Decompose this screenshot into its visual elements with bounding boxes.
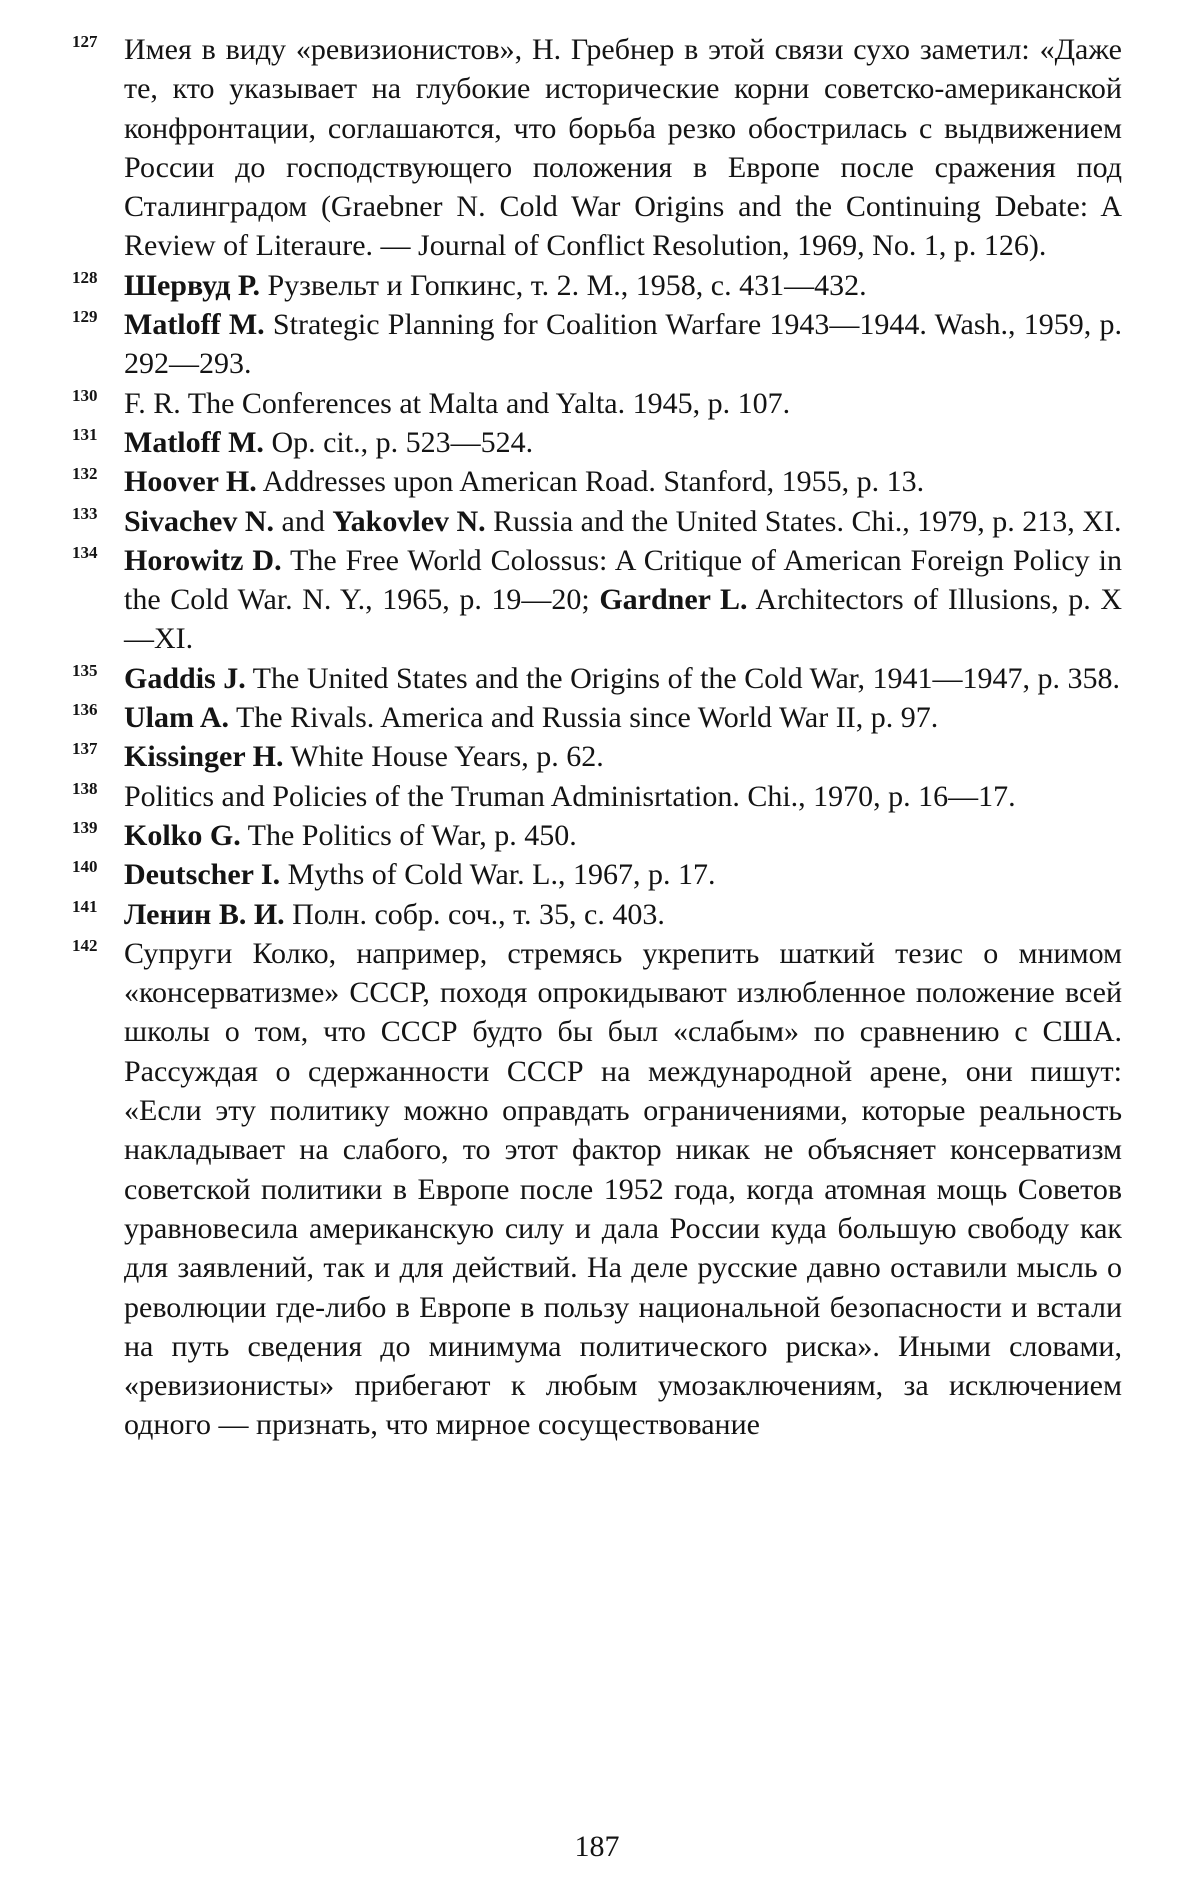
footnote: [72, 30, 1122, 266]
footnote-text: [124, 858, 715, 891]
footnote: [72, 737, 1122, 776]
footnote-text: [124, 269, 867, 302]
citation-text: F. R. The Conferences at Malta and Yalta. 1945, p. 107.: [124, 386, 791, 420]
author-name: Horowitz D.: [124, 543, 282, 577]
footnote-number: 130: [72, 385, 98, 405]
footnote-text: [124, 308, 1122, 380]
citation-text: Architectors of Illusions, p. X—XI.: [124, 583, 1123, 656]
citation-text: Супруги Колко, например, стремясь укрепить шаткий тезис о мнимом «консерватизме» СССР, походя опрокидывают излюбленное положение всей школы о том, что СССР будто бы был «слабым» по сравнению с США. Рассуждая о сдержанности СССР на международной арене, они пишут: «Если эту политику можно оправдать ограничениями, которые реальность накладывает на слабого, то этот фактор никак не объясняет консерватизм советской политики в Европе после 1952 года, когда атомная мощь Советов уравновесила американскую силу и дала России куда большую свободу как для заявлений, так и для действий. На деле русские давно оставили мысль о революции где-либо в Европе в пользу национальной безопасности и встали на путь сведения до минимума политического риска». Иными словами, «ревизионисты» прибегают к любым умозаключениям, за исключением одного — признать, что мирное сосуществование: [124, 936, 1122, 1442]
citation-text: Politics and Policies of the Truman Adminisrtation. Chi., 1970, p. 16—17.: [124, 779, 1016, 813]
footnote: [72, 895, 1122, 934]
footnote-number: 128: [72, 267, 98, 287]
author-name: Sivachev N.: [124, 504, 274, 538]
footnote-number: 134: [72, 542, 98, 562]
citation-text: and: [274, 504, 333, 538]
footnote: [72, 384, 1122, 423]
footnote-number: 127: [72, 32, 98, 51]
footnote-text: [124, 33, 1122, 262]
footnote-text: [124, 505, 1121, 538]
citation-text: The Rivals. America and Russia since World War II, p. 97.: [229, 701, 939, 735]
citation-text: Addresses upon American Road. Stanford, 1955, p. 13.: [256, 465, 925, 499]
citation-text: The Free World Colossus: A Critique of American Foreign Policy in the Cold War. N. Y., 1965, p. 19—20;: [124, 543, 1122, 617]
author-name: Ulam A.: [124, 701, 229, 735]
footnote-text: [124, 701, 938, 734]
footnote-text: [124, 819, 577, 852]
footnote-text: [124, 544, 1122, 656]
footnote: [72, 305, 1122, 384]
footnote: [72, 777, 1122, 816]
citation-text: Russia and the United States. Chi., 1979, p. 213, XI.: [485, 504, 1122, 538]
footnote-number: 136: [72, 700, 98, 720]
footnote-text: [124, 465, 924, 498]
citation-text: White House Years, p. 62.: [283, 740, 604, 774]
footnote: [72, 659, 1122, 698]
footnote-number: 140: [72, 857, 98, 877]
footnote: [72, 502, 1122, 541]
citation-text: The Politics of War, p. 450.: [240, 818, 577, 852]
footnote-number: 137: [72, 739, 98, 759]
author-name: Kissinger H.: [124, 740, 284, 774]
author-name: Hoover H.: [124, 465, 257, 499]
citation-text: The United States and the Origins of the Cold War, 1941—1947, p. 358.: [245, 661, 1121, 695]
author-name: Kolko G.: [124, 818, 241, 852]
footnote-number: 141: [72, 896, 98, 916]
author-name: Deutscher I.: [124, 858, 281, 892]
footnote-list: [72, 30, 1122, 1445]
author-name: Yakovlev N.: [332, 504, 486, 538]
author-name: Gardner L.: [599, 583, 748, 617]
footnote: [72, 462, 1122, 501]
footnote-text: [124, 937, 1122, 1442]
footnote-number: 139: [72, 817, 98, 837]
footnote: [72, 423, 1122, 462]
book-page: [72, 30, 1122, 1880]
footnote-text: [124, 387, 790, 420]
footnote-text: [124, 426, 533, 459]
footnote-number: 142: [72, 935, 98, 955]
footnote-number: 138: [72, 778, 98, 798]
footnote-text: [124, 780, 1016, 813]
page-number: 187: [574, 1830, 620, 1863]
author-name: Matloff M.: [124, 425, 264, 459]
footnote: [72, 855, 1122, 894]
footnote-number: 129: [72, 307, 98, 327]
footnote-text: [124, 898, 665, 931]
citation-text: Полн. собр. соч., т. 35, с. 403.: [284, 897, 665, 931]
citation-text: Myths of Cold War. L., 1967, p. 17.: [280, 858, 716, 892]
citation-text: Рузвельт и Гопкинс, т. 2. М., 1958, с. 431—432.: [259, 268, 867, 302]
footnote: [72, 698, 1122, 737]
footnote: [72, 266, 1122, 305]
footnote-text: [124, 662, 1120, 695]
citation-text: Strategic Planning for Coalition Warfare 1943—1944. Wash., 1959, p. 292—293.: [124, 308, 1123, 381]
citation-text: Op. cit., p. 523—524.: [263, 425, 534, 459]
footnote-number: 132: [72, 464, 98, 484]
footnote-text: [124, 740, 604, 773]
footnote: [72, 541, 1122, 659]
citation-text: Имея в виду «ревизионистов», Н. Гребнер в этой связи сухо заметил: «Даже те, кто указывает на глубокие исторические корни советско-американской конфронтации, соглашаются, что борьба резко обострилась с выдвижением России до господствующего положения в Европе после сражения под Сталинградом (Graebner N. Cold War Origins and the Continuing Debate: A Review of Literaure. — Journal of Conflict Resolution, 1969, No. 1, p. 126).: [124, 33, 1122, 263]
author-name: Gaddis J.: [124, 661, 246, 695]
footnote-number: 131: [72, 424, 98, 444]
footnote-number: 133: [72, 503, 98, 523]
footnote: [72, 934, 1122, 1445]
author-name: Matloff M.: [124, 308, 265, 342]
author-name: Шервуд Р.: [124, 268, 260, 302]
footnote: [72, 816, 1122, 855]
author-name: Ленин В. И.: [124, 897, 285, 931]
footnote-number: 135: [72, 660, 98, 680]
